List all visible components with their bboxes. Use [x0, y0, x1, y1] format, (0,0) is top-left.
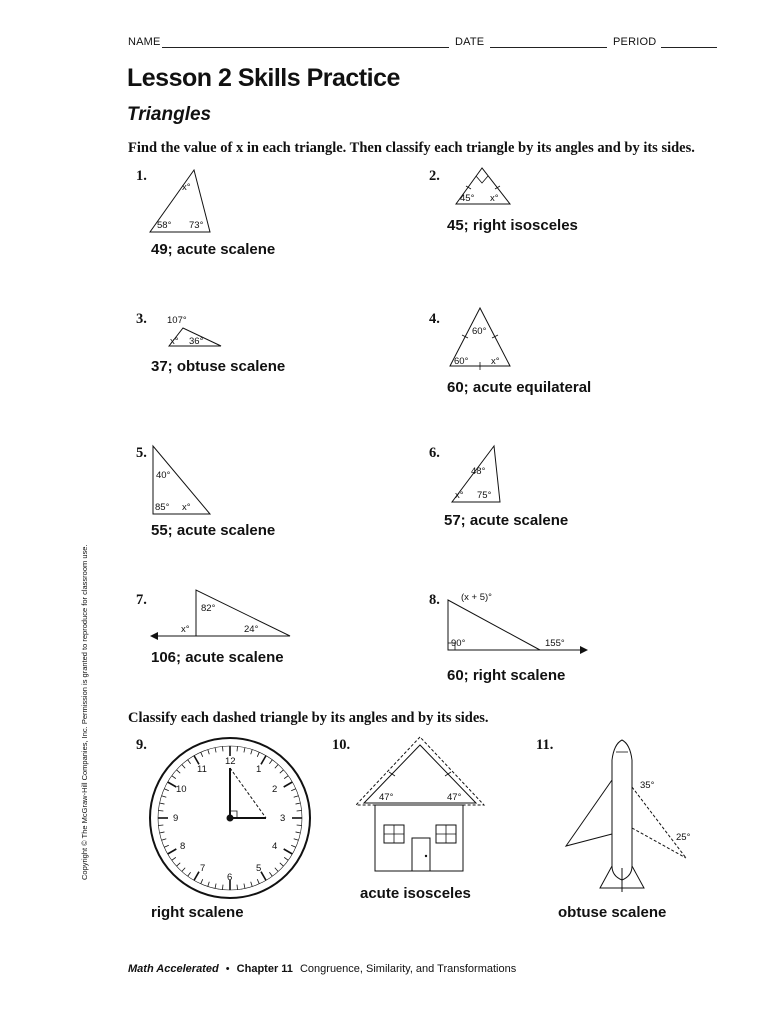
- problem-4-answer: 60; acute equilateral: [447, 379, 592, 396]
- page-title: Lesson 2 Skills Practice: [127, 64, 400, 92]
- problem-11-answer: obtuse scalene: [558, 904, 667, 921]
- problem-5-number: 5.: [136, 445, 147, 461]
- problem-7-label-right: 24°: [244, 624, 259, 635]
- problem-11-label-top: 35°: [640, 780, 655, 791]
- problem-5-label-right: x°: [182, 502, 191, 513]
- problem-10-label-right: 47°: [447, 792, 462, 803]
- problem-8-label-top: (x + 5)°: [461, 592, 492, 603]
- problem-6-label-right: 75°: [477, 490, 492, 501]
- footer-course: Math Accelerated: [128, 963, 219, 975]
- name-label: NAME: [128, 36, 161, 48]
- clock-num-6: 6: [227, 872, 233, 883]
- clock-num-11: 11: [197, 764, 207, 775]
- problem-6-answer: 57; acute scalene: [444, 512, 569, 529]
- problem-2-answer: 45; right isosceles: [447, 217, 578, 234]
- problem-2-label-left: 45°: [460, 193, 475, 204]
- problem-10-label-left: 47°: [379, 792, 394, 803]
- problem-6-number: 6.: [429, 445, 440, 461]
- footer-chapter: Chapter 11: [236, 963, 293, 975]
- problem-2-number: 2.: [429, 168, 440, 184]
- problem-8-answer: 60; right scalene: [447, 667, 566, 684]
- problem-7-label-left: x°: [181, 624, 190, 635]
- problem-2-label-right: x°: [490, 193, 499, 204]
- date-label: DATE: [455, 36, 485, 48]
- copyright-notice: Copyright © The McGraw-Hill Companies, Inc. Permission is granted to reproduce for classroom use.: [80, 544, 89, 880]
- problem-5-label-left: 85°: [155, 502, 170, 513]
- problem-5-answer: 55; acute scalene: [151, 522, 276, 539]
- problem-1-label-right: 73°: [189, 220, 204, 231]
- clock-num-5: 5: [256, 863, 262, 874]
- problem-9-answer: right scalene: [151, 904, 244, 921]
- problem-6-label-left: x°: [455, 490, 464, 501]
- problem-4-label-top: 60°: [472, 326, 487, 337]
- period-label: PERIOD: [613, 36, 657, 48]
- problem-4-number: 4.: [429, 311, 440, 327]
- problem-3-label-top: 107°: [167, 315, 187, 326]
- footer-bullet: •: [225, 963, 230, 975]
- clock-num-10: 10: [176, 784, 187, 795]
- problem-1-number: 1.: [136, 168, 147, 184]
- problem-8-label-right: 155°: [545, 638, 565, 649]
- problem-8-label-left: 90°: [451, 638, 466, 649]
- instructions-classify: Classify each dashed triangle by its angles and by its sides.: [128, 710, 489, 726]
- problem-3-label-left: x°: [170, 336, 179, 347]
- problem-1-label-apex: x°: [182, 182, 191, 193]
- page-subtitle: Triangles: [127, 104, 212, 125]
- problem-3-answer: 37; obtuse scalene: [151, 358, 286, 375]
- clock-num-3: 3: [280, 813, 286, 824]
- problem-8-number: 8.: [429, 592, 440, 608]
- clock-num-8: 8: [180, 841, 186, 852]
- clock-num-12: 12: [225, 756, 236, 767]
- problem-10-number: 10.: [332, 737, 351, 753]
- problem-1-label-left: 58°: [157, 220, 172, 231]
- problem-4-label-right: x°: [491, 356, 500, 367]
- problem-6-label-top: 48°: [471, 466, 486, 477]
- clock-num-7: 7: [200, 863, 206, 874]
- problem-3-number: 3.: [136, 311, 147, 327]
- problem-7-number: 7.: [136, 592, 147, 608]
- problem-5-label-top: 40°: [156, 470, 171, 481]
- problem-3-label-right: 36°: [189, 336, 204, 347]
- clock-num-9: 9: [173, 813, 179, 824]
- clock-num-1: 1: [256, 764, 262, 775]
- problem-1-answer: 49; acute scalene: [151, 241, 276, 258]
- problem-7-answer: 106; acute scalene: [151, 649, 284, 666]
- problem-4-label-left: 60°: [454, 356, 469, 367]
- clock-num-2: 2: [272, 784, 278, 795]
- problem-9-number: 9.: [136, 737, 147, 753]
- problem-7-label-top: 82°: [201, 603, 216, 614]
- footer-topic: Congruence, Similarity, and Transformations: [299, 963, 517, 975]
- problem-11-label-right: 25°: [676, 832, 691, 843]
- problem-11-number: 11.: [536, 737, 554, 753]
- instructions-find-x: Find the value of x in each triangle. Then classify each triangle by its angles and by its sides.: [128, 140, 695, 156]
- problem-10-answer: acute isosceles: [360, 885, 471, 902]
- clock-num-4: 4: [272, 841, 278, 852]
- footer: [128, 963, 516, 975]
